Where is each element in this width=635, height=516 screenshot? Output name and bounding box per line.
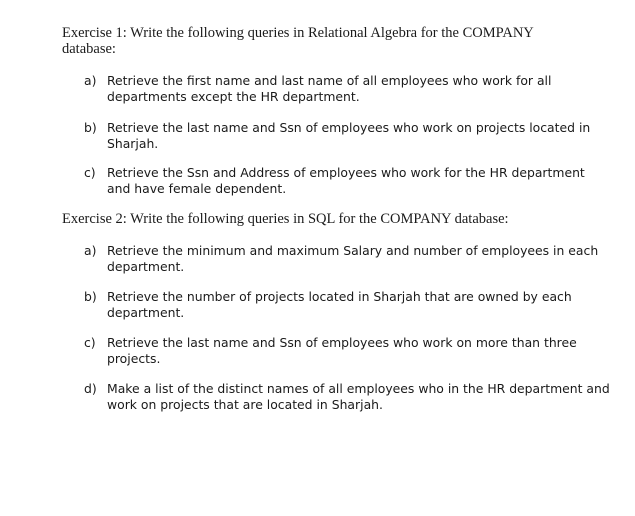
list-marker: c): [84, 335, 96, 350]
exercise-2-item-c: [84, 335, 614, 367]
list-item-text: Retrieve the Ssn and Address of employees who work for the HR department and have female dependent.: [107, 165, 585, 196]
exercise-2-item-a: [84, 243, 614, 275]
list-marker: b): [84, 289, 97, 304]
list-marker: a): [84, 243, 97, 258]
exercise-2-heading: Exercise 2: Write the following queries in SQL for the COMPANY database:: [62, 211, 509, 227]
exercise-2-item-d: [84, 381, 614, 413]
list-item-text: Retrieve the minimum and maximum Salary and number of employees in each department.: [107, 243, 599, 274]
list-marker: a): [84, 73, 97, 88]
list-marker: b): [84, 120, 97, 135]
list-item-text: Retrieve the first name and last name of all employees who work for all departments except the HR department.: [107, 73, 552, 104]
list-item-text: Retrieve the last name and Ssn of employees who work on projects located in Sharjah.: [107, 120, 591, 151]
exercise-2-item-b: [84, 289, 614, 321]
list-marker: d): [84, 381, 97, 396]
exercise-1-item-a: [84, 73, 614, 105]
exercise-1-item-b: [84, 120, 614, 152]
list-marker: c): [84, 165, 96, 180]
exercise-1-item-c: [84, 165, 614, 197]
list-item-text: Retrieve the last name and Ssn of employees who work on more than three projects.: [107, 335, 577, 366]
exercise-1-heading: Exercise 1: Write the following queries in Relational Algebra for the COMPANY database:: [62, 25, 534, 57]
list-item-text: Retrieve the number of projects located in Sharjah that are owned by each department.: [107, 289, 572, 320]
list-item-text: Make a list of the distinct names of all employees who in the HR department and work on projects that are located in Sharjah.: [107, 381, 610, 412]
